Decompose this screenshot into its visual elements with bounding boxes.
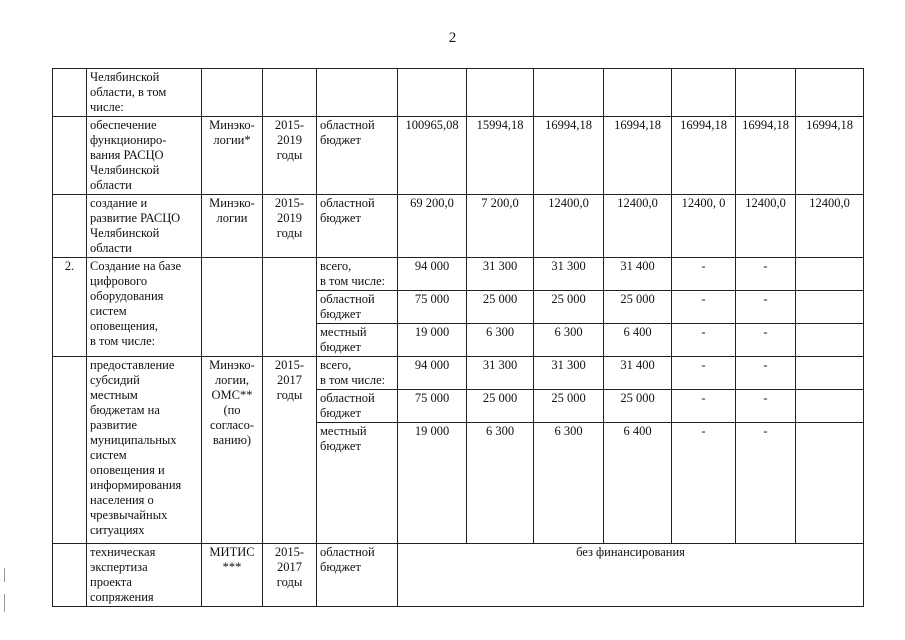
amount-cell: 25 000 (467, 291, 534, 324)
executor-cell: МИТИС *** (202, 544, 263, 607)
amount-cell (796, 357, 864, 390)
row-number-cell (53, 117, 87, 195)
amount-cell: 7 200,0 (467, 195, 534, 258)
activity-name-cell: создание и развитие РАСЦО Челябинской области (87, 195, 202, 258)
executor-cell: Минэко- логии, ОМС** (по согласо- ванию) (202, 357, 263, 544)
amount-cell (398, 69, 467, 117)
activity-name-cell: Челябинской области, в том числе: (87, 69, 202, 117)
row-number-cell (53, 544, 87, 607)
row-number-cell: 2. (53, 258, 87, 357)
amount-cell: 31 400 (604, 357, 672, 390)
amount-cell: 25 000 (604, 390, 672, 423)
period-cell: 2015- 2017 годы (263, 357, 317, 544)
row-number-cell (53, 69, 87, 117)
amount-cell: - (672, 357, 736, 390)
amount-cell: 12400,0 (796, 195, 864, 258)
amount-cell: - (736, 390, 796, 423)
amount-cell: 6 300 (534, 324, 604, 357)
amount-cell: - (672, 423, 736, 544)
funding-source-cell: всего, в том числе: (317, 258, 398, 291)
amount-cell (796, 324, 864, 357)
table-row (53, 69, 864, 117)
activity-name-cell: предоставление субсидий местным бюджетам на развитие муниципальных систем оповещения и информирования населения о чрезвычайных ситуациях (87, 357, 202, 544)
amount-cell: - (672, 390, 736, 423)
program-table (52, 68, 864, 607)
table-row (53, 357, 864, 390)
funding-source-cell: всего, в том числе: (317, 357, 398, 390)
amount-cell: 100965,08 (398, 117, 467, 195)
amount-cell (736, 69, 796, 117)
executor-cell (202, 69, 263, 117)
amount-cell (672, 69, 736, 117)
row-number-cell (53, 357, 87, 544)
amount-cell: 31 300 (467, 357, 534, 390)
amount-cell: 31 300 (467, 258, 534, 291)
period-cell (263, 69, 317, 117)
funding-source-cell: местный бюджет (317, 423, 398, 544)
period-cell: 2015- 2017 годы (263, 544, 317, 607)
funding-source-cell: областной бюджет (317, 195, 398, 258)
amount-cell (534, 69, 604, 117)
amount-cell: - (736, 291, 796, 324)
amount-cell: 31 400 (604, 258, 672, 291)
amount-cell: 16994,18 (534, 117, 604, 195)
amount-cell: 6 300 (534, 423, 604, 544)
period-cell: 2015- 2019 годы (263, 195, 317, 258)
amount-cell: 12400,0 (604, 195, 672, 258)
amount-cell: 15994,18 (467, 117, 534, 195)
funding-source-cell (317, 69, 398, 117)
funding-source-cell: областной бюджет (317, 544, 398, 607)
amount-cell: 31 300 (534, 258, 604, 291)
amount-cell: 69 200,0 (398, 195, 467, 258)
amount-cell: 94 000 (398, 357, 467, 390)
amount-cell: 6 400 (604, 423, 672, 544)
amount-cell: 16994,18 (796, 117, 864, 195)
amount-cell (796, 390, 864, 423)
amount-cell: 25 000 (534, 291, 604, 324)
amount-cell: 19 000 (398, 423, 467, 544)
activity-name-cell: обеспечение функциониро- вания РАСЦО Челябинской области (87, 117, 202, 195)
funding-source-cell: областной бюджет (317, 390, 398, 423)
table-row (53, 258, 864, 291)
amount-cell: - (736, 357, 796, 390)
amount-cell: - (672, 291, 736, 324)
amount-cell: - (672, 258, 736, 291)
funding-source-cell: местный бюджет (317, 324, 398, 357)
activity-name-cell: Создание на базе цифрового оборудования систем оповещения, в том числе: (87, 258, 202, 357)
amount-cell: 75 000 (398, 291, 467, 324)
executor-cell: Минэко- логии (202, 195, 263, 258)
amount-cell: - (736, 258, 796, 291)
executor-cell: Минэко- логии* (202, 117, 263, 195)
amount-cell: - (736, 324, 796, 357)
page-number: 2 (448, 30, 457, 46)
amount-cell (796, 423, 864, 544)
amount-cell (796, 291, 864, 324)
amount-cell: 16994,18 (736, 117, 796, 195)
amount-cell (796, 69, 864, 117)
amount-cell (604, 69, 672, 117)
table-row (53, 544, 864, 607)
scan-artifact (4, 594, 5, 612)
amount-cell: 25 000 (604, 291, 672, 324)
funding-source-cell: областной бюджет (317, 117, 398, 195)
amount-cell: 12400, 0 (672, 195, 736, 258)
funding-source-cell: областной бюджет (317, 291, 398, 324)
amount-cell: 31 300 (534, 357, 604, 390)
amount-cell: 19 000 (398, 324, 467, 357)
executor-cell (202, 258, 263, 357)
amount-cell: 6 300 (467, 324, 534, 357)
no-funding-cell: без финансирования (398, 544, 864, 607)
amount-cell: 12400,0 (534, 195, 604, 258)
amount-cell: 6 300 (467, 423, 534, 544)
row-number-cell (53, 195, 87, 258)
scan-artifact (4, 568, 5, 582)
amount-cell: 94 000 (398, 258, 467, 291)
amount-cell (467, 69, 534, 117)
amount-cell: 12400,0 (736, 195, 796, 258)
amount-cell: 75 000 (398, 390, 467, 423)
period-cell (263, 258, 317, 357)
amount-cell: 25 000 (467, 390, 534, 423)
period-cell: 2015- 2019 годы (263, 117, 317, 195)
table-row (53, 195, 864, 258)
table-row (53, 117, 864, 195)
amount-cell: - (736, 423, 796, 544)
amount-cell: 16994,18 (672, 117, 736, 195)
activity-name-cell: техническая экспертиза проекта сопряжения (87, 544, 202, 607)
amount-cell: 16994,18 (604, 117, 672, 195)
amount-cell (796, 258, 864, 291)
amount-cell: - (672, 324, 736, 357)
amount-cell: 25 000 (534, 390, 604, 423)
amount-cell: 6 400 (604, 324, 672, 357)
